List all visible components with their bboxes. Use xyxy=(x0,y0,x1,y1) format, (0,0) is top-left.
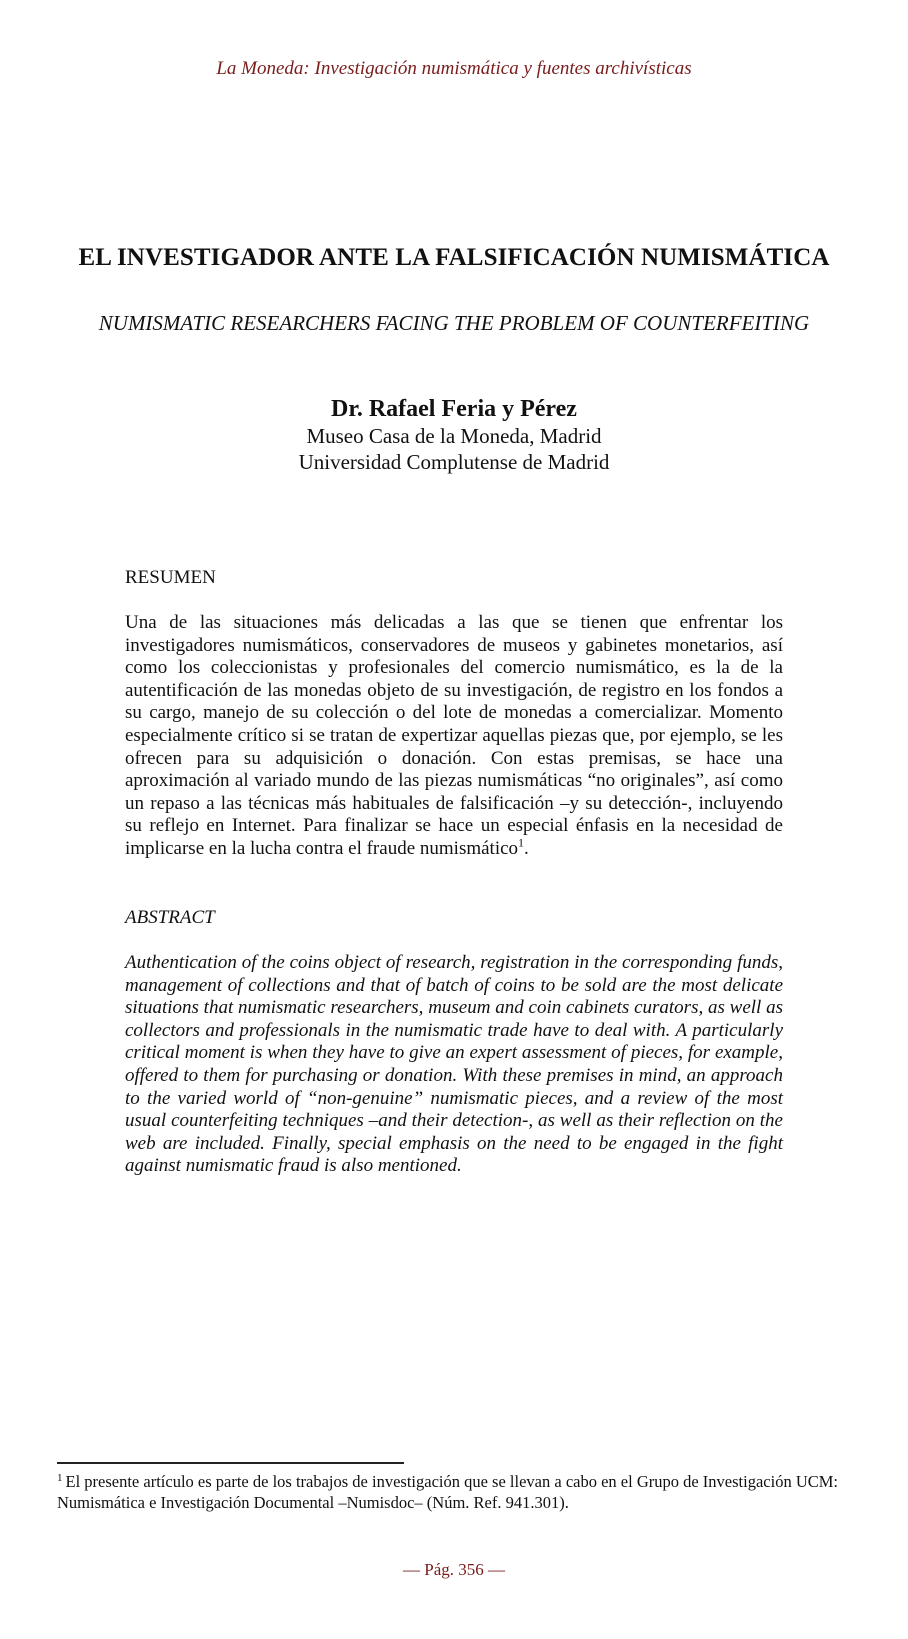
article-title: EL INVESTIGADOR ANTE LA FALSIFICACIÓN NUMISMÁTICA xyxy=(78,244,830,271)
resumen-end: . xyxy=(524,837,529,859)
author-affiliation-museum: Museo Casa de la Moneda, Madrid xyxy=(306,424,602,448)
footnote xyxy=(57,1471,852,1513)
resumen-paragraph xyxy=(125,612,783,861)
abstract-paragraph: Authentication of the coins object of research, registration in the corresponding funds, management of collections and that of batch of coins to be sold are the most delicate situations that numismatic researchers, museum and coin cabinets curators, as well as collectors and professionals in the numismatic trade have to deal with. A particularly critical moment is when they have to give an expert assessment of pieces, for example, offered to them for purchasing or donation. With these premises in mind, an approach to the varied world of “non-genuine” numismatic pieces, and a review of the most usual counterfeiting techniques –and their detection-, as well as their reflection on the web are included. Finally, special emphasis on the need to be engaged in the fight against numismatic fraud is also mentioned. xyxy=(125,952,783,1177)
resumen-heading: RESUMEN xyxy=(125,567,216,588)
resumen-text: Una de las situaciones más delicadas a las que se tienen que enfrentar los investigadores numismáticos, conservadores de museos y gabinetes monetarios, así como los coleccionistas y profesionales del comercio numismático, es la de la autentificación de las monedas objeto de su investigación, de registro en los fondos a su cargo, manejo de su colección o del lote de monedas a comercializar. Momento especialmente crítico si se tratan de expertizar aquellas piezas que, por ejemplo, se les ofrecen para su adquisición o donación. Con estas premisas, se hace una aproximación al variado mundo de las piezas numismáticas “no originales”, así como un repaso a las técnicas más habituales de falsificación –y su detección-, incluyendo su reflejo en Internet. Para finalizar se hace un especial énfasis en la necesidad de implicarse en la lucha contra el fraude numismático xyxy=(125,612,783,859)
article-subtitle: NUMISMATIC RESEARCHERS FACING THE PROBLEM OF COUNTERFEITING xyxy=(98,311,810,335)
author-affiliation-university: Universidad Complutense de Madrid xyxy=(298,450,610,474)
author-block xyxy=(0,395,908,475)
footnote-mark: 1 xyxy=(57,1471,63,1484)
running-header: La Moneda: Investigación numismática y fuentes archivísticas xyxy=(216,58,692,79)
author-name: Dr. Rafael Feria y Pérez xyxy=(331,396,577,422)
page-number: — Pág. 356 — xyxy=(403,1560,505,1579)
footnote-reference[interactable]: 1 xyxy=(518,835,525,850)
footnote-text: El presente artículo es parte de los trabajos de investigación que se llevan a cabo en el Grupo de Investigación UCM: Numismática e Investigación Documental –Numisdoc– (Núm. Ref. 941.301). xyxy=(57,1472,838,1512)
footnote-divider xyxy=(57,1462,404,1464)
abstract-heading: ABSTRACT xyxy=(125,907,215,928)
